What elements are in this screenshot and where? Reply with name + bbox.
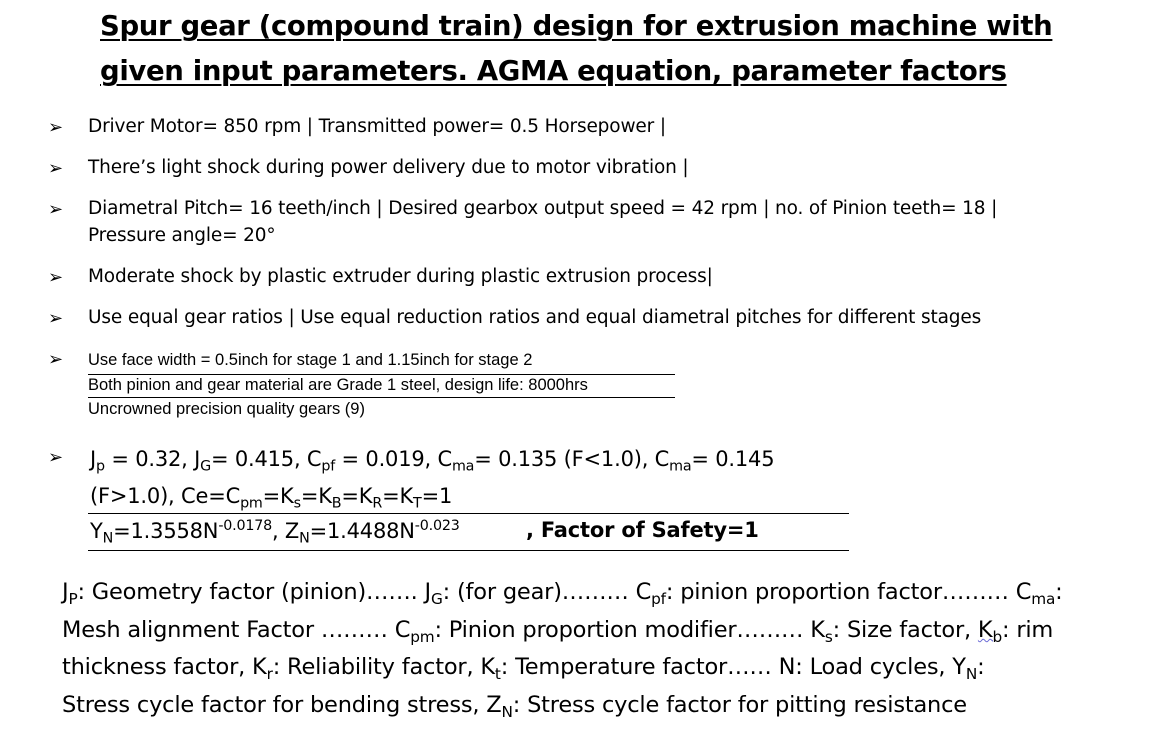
legend-line-4: Stress cycle factor for bending stress, $Z_N$: Stress cycle factor for pitting resistance: [62, 692, 967, 721]
factor-values-line-2: (F>1.0), $Ce=C_{pm}=K_s=K_B=K_R=K_T=1$: [90, 484, 453, 512]
stress-cycle-factors: $Y_N=1.3558N^{-0.0178}$, $Z_N=1.4488N^{-0.023}$: [90, 518, 460, 547]
legend-line-3: thickness factor, $K_r$: Reliability factor, $K_t$: Temperature factor…… N: Load cycles, $Y_N$:: [62, 654, 985, 683]
bullet-motor: Driver Motor= 850 rpm | Transmitted power= 0.5 Horsepower |: [88, 116, 666, 137]
bullet-arrow-icon: ➢: [48, 447, 64, 468]
legend-line-2: Mesh alignment Factor ……… $C_{pm}$: Pinion proportion modifier……… $K_s$: Size factor, $K_b$: rim: [62, 617, 1054, 646]
title-line-2: given input parameters. AGMA equation, parameter factors: [100, 55, 1007, 87]
material-row: Both pinion and gear material are Grade 1 steel, design life: 8000hrs: [88, 376, 588, 394]
table-rule: [88, 397, 675, 398]
factor-values-line-1: $J_p = 0.32$, $J_G= 0.415$, $C_{pf} = 0.019$, $C_{ma}= 0.135$ (F<1.0), $C_{ma}= 0.145$: [90, 447, 775, 475]
title-line-1: Spur gear (compound train) design for extrusion machine with: [100, 10, 1053, 42]
bullet-arrow-icon: ➢: [48, 349, 64, 370]
bullet-gear-ratios: Use equal gear ratios | Use equal reduction ratios and equal diametral pitches for different stages: [88, 307, 982, 328]
bullet-pressure-angle: Pressure angle= 20°: [88, 225, 276, 246]
spellcheck-mark: $K_b$: [977, 617, 1002, 646]
legend-line-1: $J_P$: Geometry factor (pinion)……. $J_G$: (for gear)……… $C_{pf}$: pinion proportion factor……… $C_{ma}$:: [62, 579, 1063, 608]
page-title: [100, 4, 1100, 94]
bullet-arrow-icon: ➢: [48, 117, 64, 138]
bullet-arrow-icon: ➢: [48, 267, 64, 288]
table-rule: [88, 374, 675, 375]
factor-of-safety: , Factor of Safety=1: [526, 518, 759, 542]
face-width-row: Use face width = 0.5inch for stage 1 and 1.15inch for stage 2: [88, 351, 533, 369]
table-rule: [88, 550, 849, 551]
bullet-shock: There’s light shock during power delivery due to motor vibration |: [88, 157, 689, 178]
bullet-pitch: Diametral Pitch= 16 teeth/inch | Desired gearbox output speed = 42 rpm | no. of Pinion teeth= 18 |: [88, 198, 998, 219]
bullet-extruder-shock: Moderate shock by plastic extruder during plastic extrusion process|: [88, 266, 713, 287]
table-rule: [88, 513, 849, 514]
bullet-arrow-icon: ➢: [48, 158, 64, 179]
quality-row: Uncrowned precision quality gears (9): [88, 400, 365, 418]
bullet-arrow-icon: ➢: [48, 199, 64, 220]
bullet-arrow-icon: ➢: [48, 308, 64, 329]
